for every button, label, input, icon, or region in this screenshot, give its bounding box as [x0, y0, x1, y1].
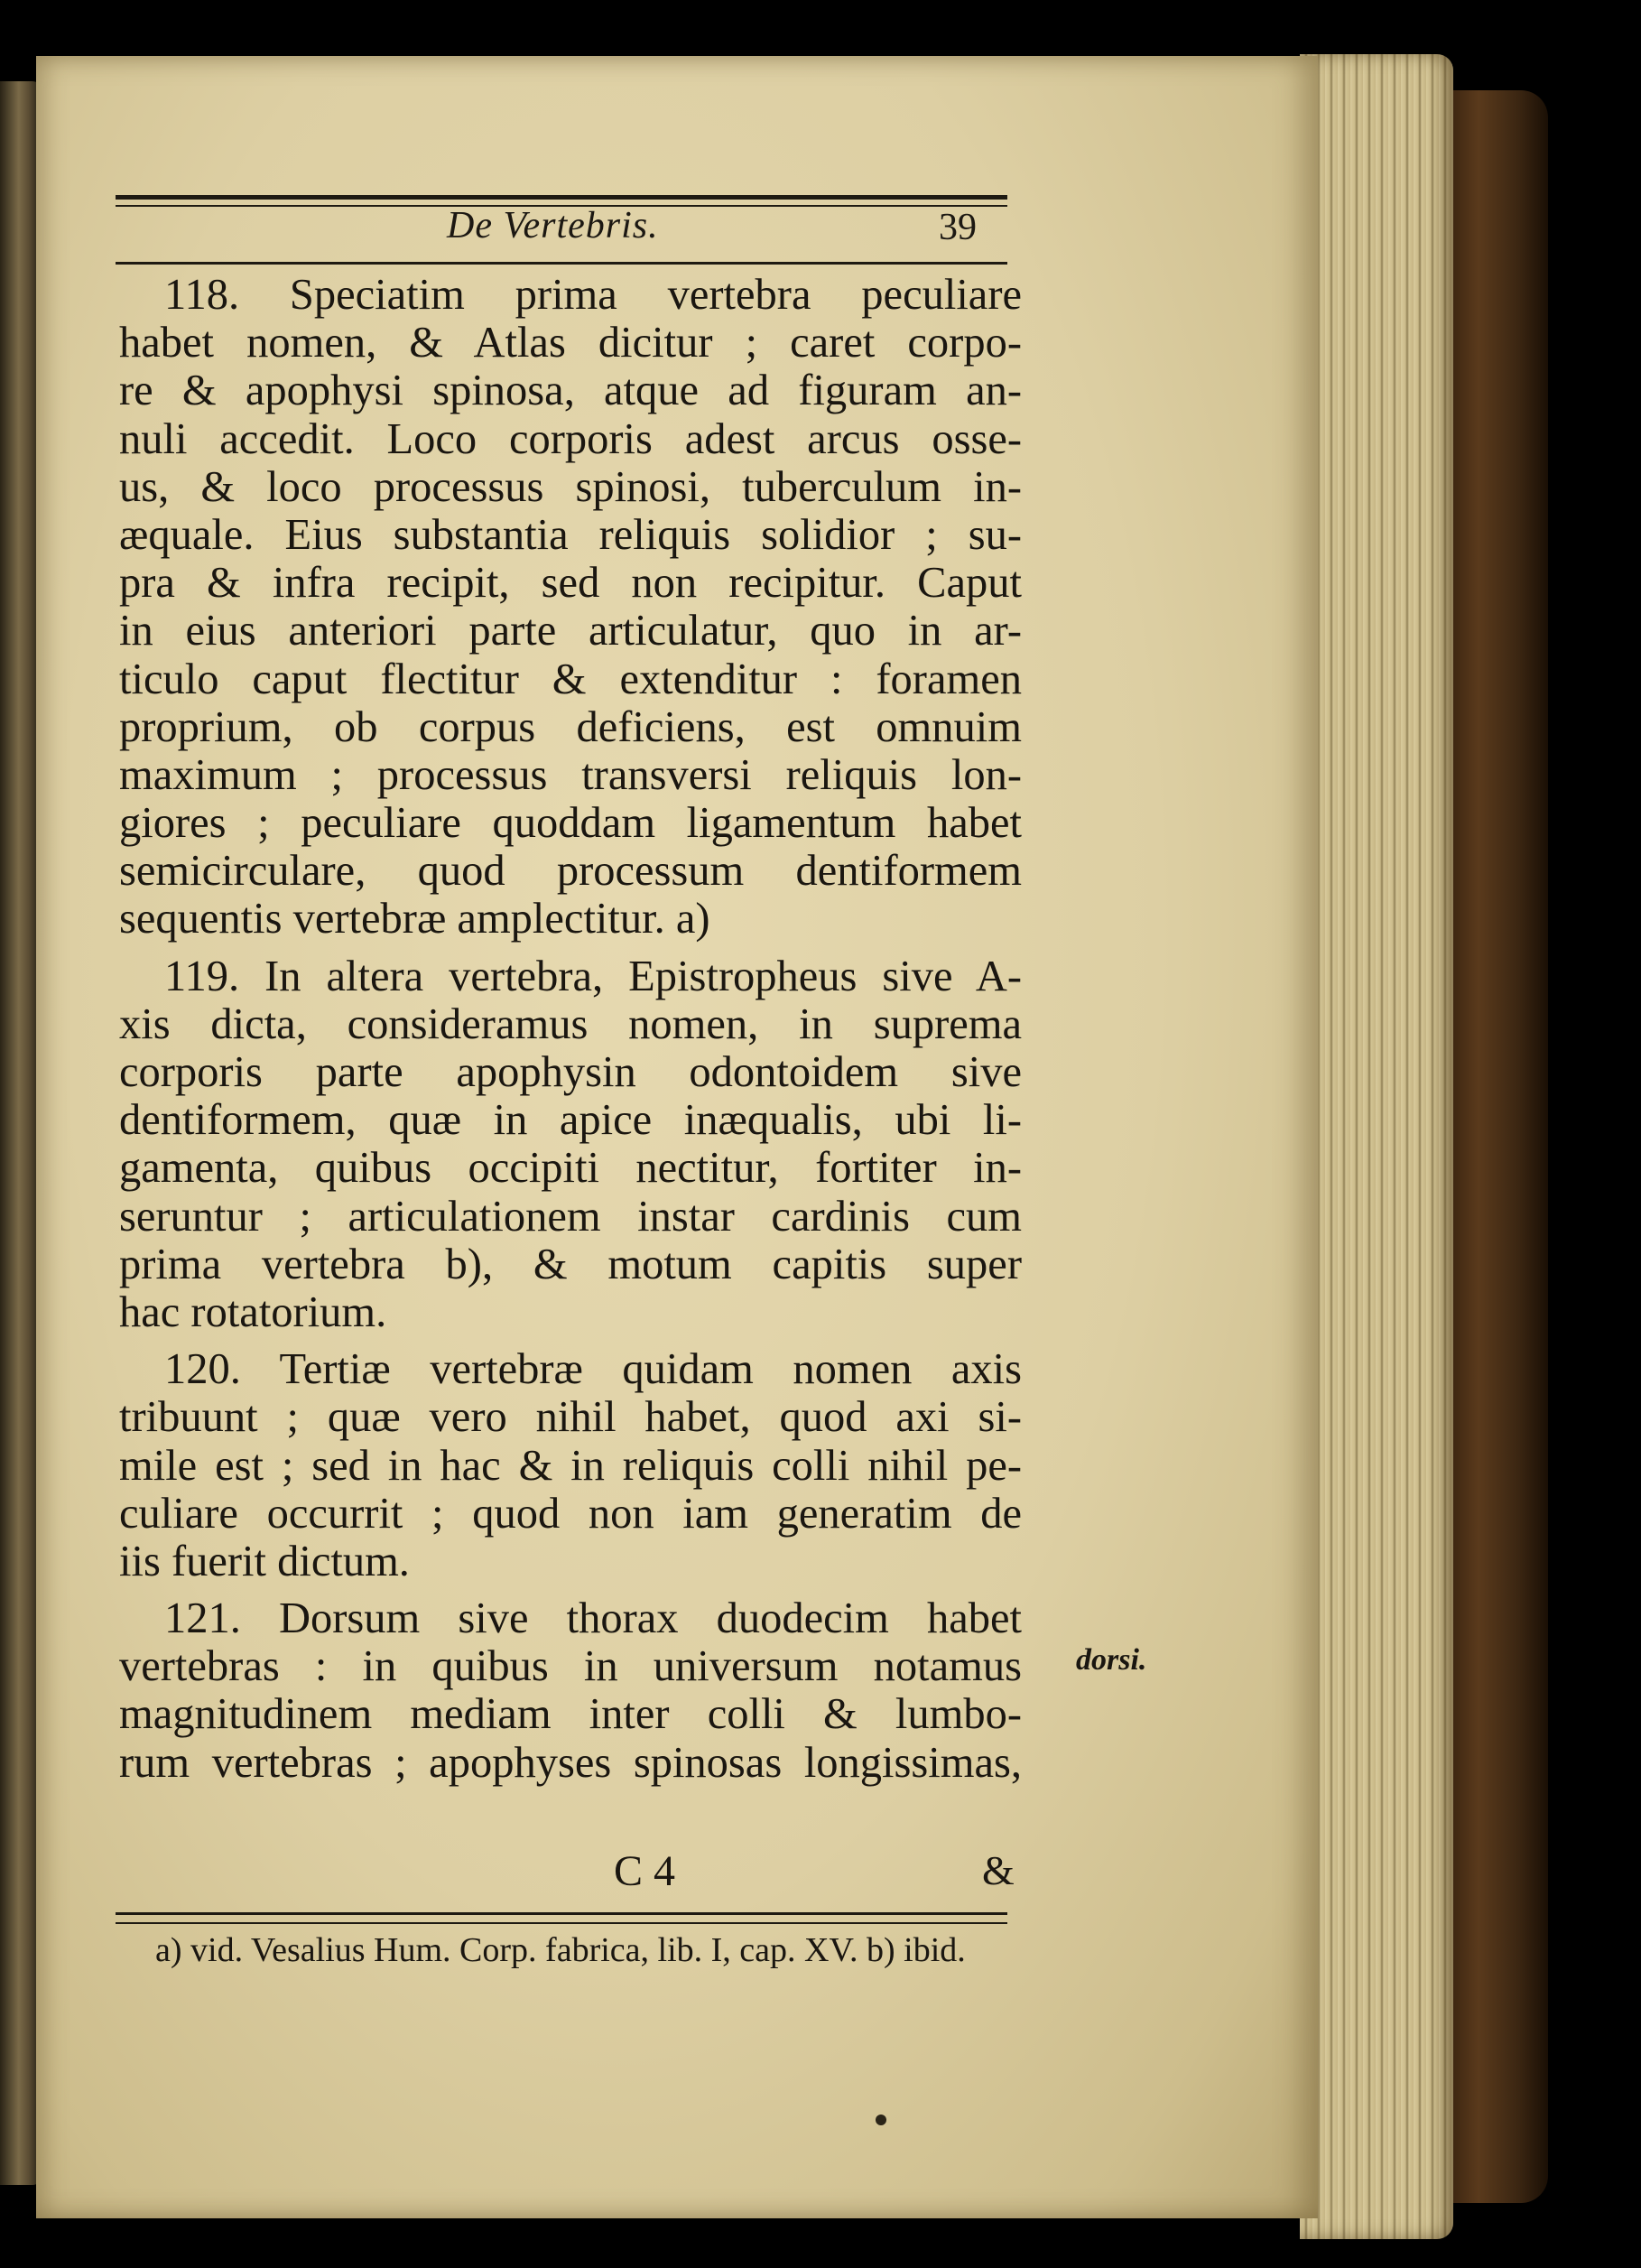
paragraph-120	[119, 1345, 1022, 1585]
text-line: proprium, ob corpus deficiens, est omnuim	[119, 702, 1022, 751]
text-line: giores ; peculiare quoddam ligamentum habet	[119, 799, 1022, 848]
footnote: a) vid. Vesalius Hum. Corp. fabrica, lib. I, cap. XV. b) ibid.	[155, 1931, 966, 1969]
body-text	[119, 271, 1022, 1787]
header-rule-bottom	[116, 262, 1007, 265]
paragraph-119	[119, 953, 1022, 1337]
marginal-note: dorsi.	[1076, 1643, 1147, 1677]
text-line: maximum ; processus transversi reliquis lon-	[119, 750, 1022, 799]
running-head: De Vertebris.	[447, 205, 659, 246]
text-line: semicirculare, quod processum dentiformem	[119, 847, 1022, 896]
text-line: tribuunt ; quæ vero nihil habet, quod axi si-	[119, 1393, 1022, 1442]
text-line: nuli accedit. Loco corporis adest arcus osse-	[119, 414, 1022, 463]
text-line: prima vertebra b), & motum capitis super	[119, 1240, 1022, 1288]
text-line: vertebras : in quibus in universum notamus	[119, 1642, 1022, 1691]
ink-dot	[876, 2115, 886, 2125]
text-line: us, & loco processus spinosi, tuberculum in-	[119, 462, 1022, 511]
book-cover	[1449, 90, 1548, 2203]
signature-mark: C 4	[614, 1847, 676, 1895]
paragraph-118	[119, 271, 1022, 943]
text-line: corporis parte apophysin odontoidem sive	[119, 1048, 1022, 1096]
text-line: habet nomen, & Atlas dicitur ; caret corpo-	[119, 319, 1022, 367]
text-line: sequentis vertebræ amplectitur. a)	[119, 895, 710, 943]
text-line: seruntur ; articulationem instar cardinis cum	[119, 1192, 1022, 1241]
footnote-rule-thick	[116, 1912, 1007, 1915]
text-line: mile est ; sed in hac & in reliquis colli nihil pe-	[119, 1441, 1022, 1490]
catchword: &	[982, 1847, 1015, 1893]
text-line: 121. Dorsum sive thorax duodecim habet	[164, 1594, 1022, 1643]
footnote-rule-thin	[116, 1922, 1007, 1924]
text-line: 118. Speciatim prima vertebra peculiare	[164, 271, 1022, 319]
text-line: hac rotatorium.	[119, 1287, 387, 1336]
page-stack-edge	[1300, 54, 1453, 2239]
text-line: rum vertebras ; apophyses spinosas longissimas,	[119, 1738, 1022, 1787]
text-line: 120. Tertiæ vertebræ quidam nomen axis	[164, 1345, 1022, 1394]
text-line: æquale. Eius substantia reliquis solidior ; su-	[119, 510, 1022, 559]
text-line: gamenta, quibus occipiti nectitur, fortiter in-	[119, 1144, 1022, 1193]
text-line: 119. In altera vertebra, Epistropheus sive A-	[164, 952, 1022, 1000]
text-line: re & apophysi spinosa, atque ad figuram an-	[119, 367, 1022, 415]
text-line: ticulo caput flectitur & extenditur : foramen	[119, 655, 1022, 703]
text-line: culiare occurrit ; quod non iam generatim de	[119, 1489, 1022, 1538]
text-line: in eius anteriori parte articulatur, quo in ar-	[119, 607, 1022, 655]
text-line: iis fuerit dictum.	[119, 1537, 410, 1585]
header-rule-thick	[116, 195, 1007, 200]
paragraph-121	[119, 1594, 1022, 1787]
text-line: dentiformem, quæ in apice inæqualis, ubi li-	[119, 1096, 1022, 1145]
text-line: xis dicta, consideramus nomen, in suprema	[119, 999, 1022, 1048]
page-number: 39	[939, 207, 977, 248]
text-line: pra & infra recipit, sed non recipitur. Caput	[119, 559, 1022, 608]
text-line: magnitudinem mediam inter colli & lumbo-	[119, 1690, 1022, 1739]
